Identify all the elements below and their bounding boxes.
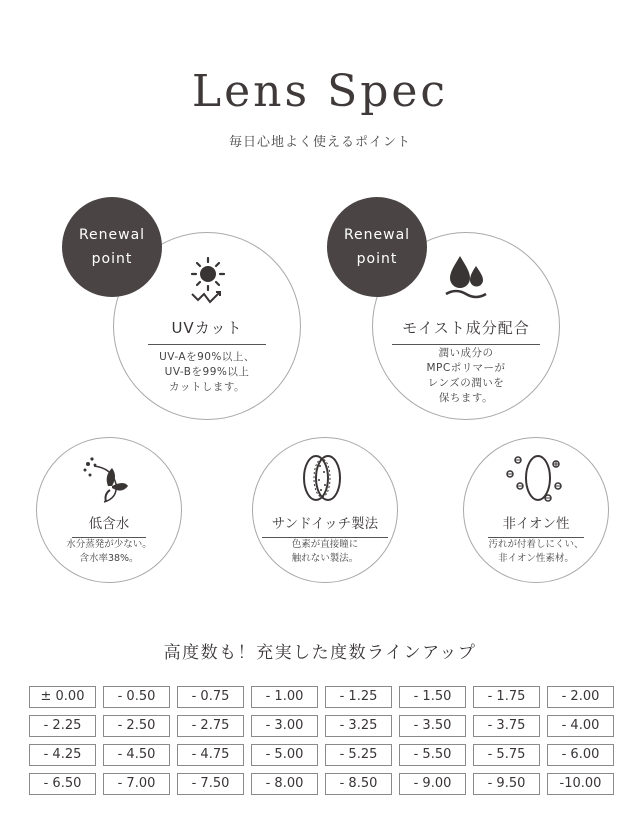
power-cell: - 3.75	[473, 715, 540, 737]
power-cell: - 5.00	[251, 744, 318, 766]
page-title: Lens Spec	[191, 66, 449, 117]
power-cell: - 0.75	[177, 686, 244, 708]
power-cell: - 6.50	[29, 773, 96, 795]
power-cell: - 7.50	[177, 773, 244, 795]
power-cell: - 9.00	[399, 773, 466, 795]
power-cell: - 4.75	[177, 744, 244, 766]
power-cell: - 1.25	[325, 686, 392, 708]
power-cell: - 2.25	[29, 715, 96, 737]
badge-label-line2: point	[91, 251, 133, 267]
power-cell: - 9.50	[473, 773, 540, 795]
power-cell: - 3.00	[251, 715, 318, 737]
power-cell: -10.00	[547, 773, 614, 795]
feature-uv-title: UVカット	[148, 317, 266, 345]
feature-moist-title: モイスト成分配合	[392, 317, 540, 345]
power-cell: - 1.75	[473, 686, 540, 708]
power-cell: - 0.50	[103, 686, 170, 708]
feature-sandwich-desc: 色素が直接瞳に 触れない製法。	[291, 539, 359, 564]
power-cell: - 5.50	[399, 744, 466, 766]
power-cell: - 8.50	[325, 773, 392, 795]
power-cell: - 4.25	[29, 744, 96, 766]
power-cell: - 4.50	[103, 744, 170, 766]
renewal-badge-uv	[62, 197, 162, 297]
badge-label-line1: Renewal	[78, 227, 146, 243]
power-cell: - 5.25	[325, 744, 392, 766]
power-cell: - 5.75	[473, 744, 540, 766]
feature-sandwich-title: サンドイッチ製法	[262, 512, 388, 538]
feature-uv-desc: UV-Aを90%以上、 UV-Bを99%以上 カットします。	[159, 351, 255, 393]
power-grid	[29, 686, 601, 795]
power-cell: - 3.50	[399, 715, 466, 737]
power-cell: - 2.75	[177, 715, 244, 737]
feature-low-water-title: 低含水	[72, 512, 146, 538]
power-cell: ± 0.00	[29, 686, 96, 708]
feature-low-water-desc: 水分蒸発が少ない。 含水率38%。	[66, 539, 152, 564]
power-cell: - 4.00	[547, 715, 614, 737]
power-cell: - 1.00	[251, 686, 318, 708]
renewal-badge-moist	[327, 197, 427, 297]
power-cell: - 3.25	[325, 715, 392, 737]
badge-label-line1: Renewal	[343, 227, 411, 243]
page-subtitle: 毎日心地よく使えるポイント	[228, 135, 411, 150]
power-cell: - 6.00	[547, 744, 614, 766]
water-drops-icon	[444, 252, 490, 302]
feature-non-ionic-desc: 汚れが付着しにくい、 非イオン性素材。	[488, 539, 584, 564]
non-ionic-lens-icon	[504, 452, 564, 504]
power-cell: - 8.00	[251, 773, 318, 795]
power-cell: - 7.00	[103, 773, 170, 795]
feature-non-ionic-title: 非イオン性	[488, 512, 584, 538]
sun-uv-icon	[186, 254, 230, 306]
feature-moist-desc: 潤い成分の MPCポリマーが レンズの潤いを 保ちます。	[426, 347, 506, 404]
leaf-lens-icon	[82, 456, 132, 504]
badge-label-line2: point	[356, 251, 398, 267]
lineup-heading: 高度数も！充実した度数ラインアップ	[163, 643, 477, 663]
power-cell: - 2.50	[103, 715, 170, 737]
power-cell: - 1.50	[399, 686, 466, 708]
power-cell: - 2.00	[547, 686, 614, 708]
sandwich-lens-icon	[296, 452, 354, 504]
